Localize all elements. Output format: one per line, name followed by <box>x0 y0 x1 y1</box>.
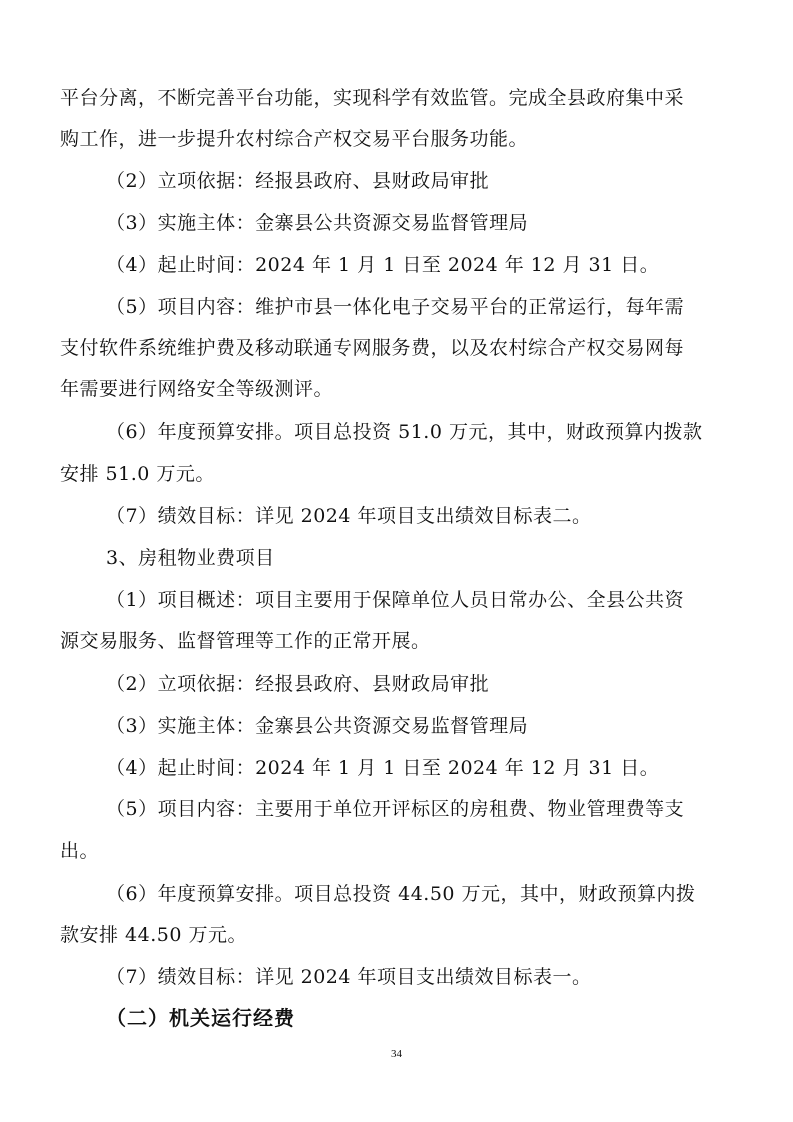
body-text-line: （6）年度预算安排。项目总投资 51.0 万元，其中，财政预算内拨款 <box>106 421 703 443</box>
body-text-line: 款安排 44.50 万元。 <box>60 924 247 946</box>
body-text-line: （2）立项依据：经报县政府、县财政局审批 <box>106 170 490 192</box>
section-heading: （二）机关运行经费 <box>106 1006 295 1030</box>
body-text-line: 出。 <box>60 840 100 862</box>
body-text-line: 年需要进行网络安全等级测评。 <box>60 378 334 400</box>
body-text-line: （7）绩效目标：详见 2024 年项目支出绩效目标表二。 <box>106 505 592 527</box>
subsection-title: 3、房租物业费项目 <box>106 547 275 569</box>
body-text-line: 购工作，进一步提升农村综合产权交易平台服务功能。 <box>60 128 529 150</box>
page-number: 34 <box>391 1048 402 1060</box>
body-text-line: （3）实施主体：金寨县公共资源交易监督管理局 <box>106 715 529 737</box>
body-text-line: 支付软件系统维护费及移动联通专网服务费，以及农村综合产权交易网每 <box>60 337 685 359</box>
body-text-line: （1）项目概述：项目主要用于保障单位人员日常办公、全县公共资 <box>106 589 685 611</box>
body-text-line: （4）起止时间：2024 年 1 月 1 日至 2024 年 12 月 31 日。 <box>106 757 660 779</box>
body-text-line: 源交易服务、监督管理等工作的正常开展。 <box>60 630 431 652</box>
body-text-line: （5）项目内容：维护市县一体化电子交易平台的正常运行，每年需 <box>106 296 685 318</box>
body-text-line: （6）年度预算安排。项目总投资 44.50 万元，其中，财政预算内拨 <box>106 883 696 905</box>
body-text-line: 平台分离，不断完善平台功能，实现科学有效监管。完成全县政府集中采 <box>60 87 685 109</box>
body-text-line: （3）实施主体：金寨县公共资源交易监督管理局 <box>106 212 529 234</box>
body-text-line: （5）项目内容：主要用于单位开评标区的房租费、物业管理费等支 <box>106 798 685 820</box>
body-text-line: 安排 51.0 万元。 <box>60 463 215 485</box>
body-text-line: （4）起止时间：2024 年 1 月 1 日至 2024 年 12 月 31 日。 <box>106 254 660 276</box>
body-text-line: （2）立项依据：经报县政府、县财政局审批 <box>106 673 490 695</box>
body-text-line: （7）绩效目标：详见 2024 年项目支出绩效目标表一。 <box>106 966 592 988</box>
